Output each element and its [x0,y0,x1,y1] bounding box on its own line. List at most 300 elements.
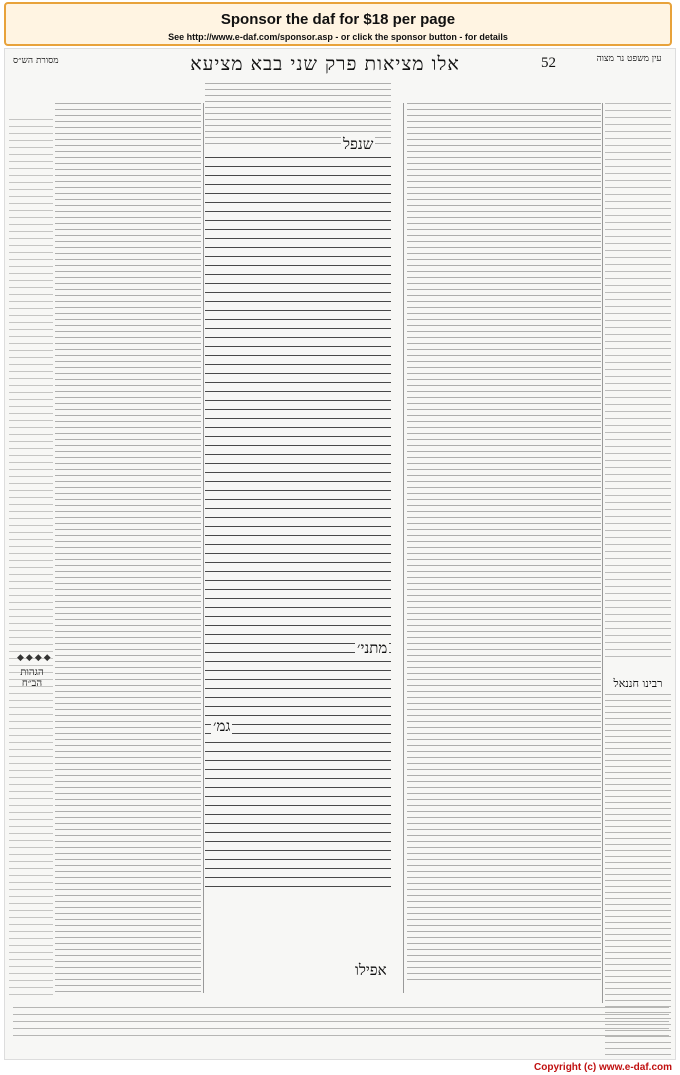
text-line [55,373,201,375]
text-line [605,892,671,894]
text-line [407,661,601,663]
text-line [605,145,671,147]
text-line [605,694,671,696]
text-line [407,427,601,429]
text-line [9,119,53,121]
text-line [605,600,671,602]
text-line [9,546,53,548]
text-line [605,1000,671,1002]
rashi-column [407,103,601,983]
text-line [55,439,201,441]
text-line [605,970,671,972]
text-line [605,138,671,140]
text-line [605,880,671,882]
text-line [205,157,391,159]
text-line [55,961,201,963]
opening-word: שנפל [343,135,374,153]
text-line [55,487,201,489]
text-line [55,247,201,249]
text-line [55,181,201,183]
text-line [55,835,201,837]
text-line [205,346,391,348]
copyright-notice: Copyright (c) www.e-daf.com [534,1062,672,1073]
text-line [205,733,391,735]
text-line [9,805,53,807]
text-line [9,497,53,499]
text-line [9,896,53,898]
text-line [55,541,201,543]
text-line [605,481,671,483]
text-line [605,772,671,774]
text-line [205,814,391,816]
text-line [407,109,601,111]
text-line [9,868,53,870]
text-line [407,271,601,273]
text-line [55,253,201,255]
text-line [9,161,53,163]
text-line [205,607,391,609]
text-line [605,766,671,768]
text-line [605,814,671,816]
text-line [55,337,201,339]
text-line [605,1054,671,1056]
text-line [55,769,201,771]
text-line [55,127,201,129]
text-line [205,625,391,627]
text-line [605,635,671,637]
text-line [205,436,391,438]
text-line [55,403,201,405]
text-line [9,560,53,562]
text-line [205,95,391,97]
text-line [605,742,671,744]
text-line [9,280,53,282]
text-line [55,391,201,393]
text-line [605,453,671,455]
text-line [407,799,601,801]
text-line [407,361,601,363]
text-line [605,964,671,966]
text-line [205,886,391,887]
text-line [55,151,201,153]
text-line [9,455,53,457]
text-line [9,448,53,450]
text-line [605,285,671,287]
text-line [605,784,671,786]
text-line [605,922,671,924]
text-line [9,154,53,156]
text-line [407,367,601,369]
text-line [55,157,201,159]
column-divider [203,103,204,993]
text-line [407,895,601,897]
text-line [407,583,601,585]
text-line [55,667,201,669]
text-line [55,139,201,141]
text-line [605,530,671,532]
text-line [55,895,201,897]
text-line [205,193,391,195]
text-line [605,928,671,930]
text-line [205,292,391,294]
text-line [9,966,53,968]
text-line [55,727,201,729]
text-line [55,385,201,387]
text-line [9,847,53,849]
ein-mishpat-label: עין משפט נר מצוה [596,54,662,64]
text-line [407,739,601,741]
text-line [205,760,391,762]
text-line [407,703,601,705]
text-line [9,217,53,219]
text-line [605,390,671,392]
page-header-title: אלו מציאות פרק שני בבא מציעא [190,53,460,75]
text-line [55,571,201,573]
text-line [407,745,601,747]
text-line [55,733,201,735]
text-line [605,862,671,864]
text-line [407,433,601,435]
sponsor-banner[interactable] [4,2,672,46]
text-line [9,511,53,513]
text-line [407,499,601,501]
text-line [605,904,671,906]
text-line [407,493,601,495]
text-line [605,502,671,504]
text-line [407,481,601,483]
text-line [407,877,601,879]
text-line [55,223,201,225]
text-line [605,131,671,133]
text-line [407,601,601,603]
text-line [9,889,53,891]
text-line [55,787,201,789]
text-line [407,151,601,153]
text-line [605,754,671,756]
text-line [605,229,671,231]
text-line [55,553,201,555]
text-line [407,181,601,183]
text-line [407,823,601,825]
text-line [407,613,601,615]
text-line [55,811,201,813]
text-line [605,572,671,574]
text-line [9,133,53,135]
text-line [55,445,201,447]
text-line [407,127,601,129]
text-line [55,715,201,717]
text-line [605,341,671,343]
text-line [55,295,201,297]
text-line [13,1021,669,1023]
text-line [605,187,671,189]
text-line [9,693,53,695]
text-line [9,427,53,429]
text-line [605,724,671,726]
text-line [605,706,671,708]
text-line [205,751,391,753]
section-word: אפילו [355,961,387,979]
text-line [55,775,201,777]
text-line [407,709,601,711]
text-line [407,373,601,375]
text-line [407,217,601,219]
sponsor-banner-subtitle[interactable]: See http://www.e-daf.com/sponsor.asp - or click the sponsor button - for details [168,32,508,42]
text-line [55,823,201,825]
text-line [205,310,391,312]
text-line [55,115,201,117]
text-line [407,973,601,975]
text-line [55,415,201,417]
text-line [605,320,671,322]
text-line [205,328,391,330]
text-line [9,343,53,345]
text-line [605,488,671,490]
text-line [55,211,201,213]
text-line [9,224,53,226]
text-line [605,988,671,990]
text-line [55,133,201,135]
text-line [55,919,201,921]
text-line [55,397,201,399]
text-line [605,614,671,616]
text-line [9,175,53,177]
text-line [407,235,601,237]
text-line [605,166,671,168]
text-line [605,411,671,413]
text-line [407,295,601,297]
text-line [9,476,53,478]
text-line [205,535,391,537]
text-line [605,432,671,434]
text-line [9,784,53,786]
text-line [9,875,53,877]
text-line [205,859,391,861]
text-line [605,994,671,996]
text-line [205,229,391,231]
text-line [55,301,201,303]
text-line [205,463,391,465]
rabbeinu-chananel-block [605,677,671,1007]
text-line [605,418,671,420]
text-line [9,714,53,716]
text-line [55,229,201,231]
text-line [605,278,671,280]
text-line [407,445,601,447]
text-line [407,415,601,417]
text-line [9,777,53,779]
text-line [205,238,391,240]
text-line [55,655,201,657]
text-line [9,756,53,758]
text-line [55,451,201,453]
text-line [205,832,391,834]
text-line [605,607,671,609]
text-line [407,829,601,831]
text-line [407,871,601,873]
text-line [605,306,671,308]
text-line [55,907,201,909]
text-line [407,385,601,387]
text-line [605,586,671,588]
text-line [407,337,601,339]
text-line [55,265,201,267]
text-line [55,277,201,279]
text-line [407,859,601,861]
text-line [13,1014,669,1016]
text-line [205,373,391,375]
text-line [9,938,53,940]
text-line [605,467,671,469]
text-line [55,691,201,693]
text-line [407,115,601,117]
text-line [605,516,671,518]
text-line [605,208,671,210]
text-line [407,505,601,507]
text-line [13,1035,669,1037]
text-line [605,838,671,840]
text-line [407,595,601,597]
text-line [205,454,391,456]
text-line [407,967,601,969]
text-line [407,397,601,399]
text-line [605,952,671,954]
text-line [407,835,601,837]
text-line [605,439,671,441]
text-line [9,609,53,611]
sponsor-banner-title[interactable]: Sponsor the daf for $18 per page [220,11,456,28]
text-line [407,553,601,555]
text-line [55,547,201,549]
text-line [55,979,201,981]
text-line [9,735,53,737]
text-line [407,205,601,207]
text-line [407,301,601,303]
text-line [9,707,53,709]
text-line [605,194,671,196]
text-line [9,294,53,296]
text-line [205,175,391,177]
text-line [205,598,391,600]
text-line [9,574,53,576]
text-line [9,350,53,352]
text-line [605,826,671,828]
text-line [9,763,53,765]
text-line [407,145,601,147]
text-line [55,985,201,987]
text-line [55,319,201,321]
text-line [407,565,601,567]
text-line [9,903,53,905]
text-line [407,223,601,225]
text-line [55,169,201,171]
text-line [205,409,391,411]
text-line [55,511,201,513]
text-line [9,539,53,541]
text-line [605,376,671,378]
text-line [407,607,601,609]
text-line [205,211,391,213]
text-line [9,399,53,401]
text-line [55,871,201,873]
text-line [9,336,53,338]
text-line [407,763,601,765]
text-line [55,433,201,435]
text-line [605,474,671,476]
text-line [55,565,201,567]
masoret-hashas-label: מסורת הש״ס [13,56,59,66]
ornament-divider: ◆◆◆◆ [17,653,53,663]
text-line [9,910,53,912]
text-line [407,403,601,405]
text-line [9,798,53,800]
text-line [205,580,391,582]
text-line [9,833,53,835]
text-line [55,457,201,459]
text-line [205,850,391,852]
text-line [9,532,53,534]
text-line [605,628,671,630]
text-line [55,409,201,411]
text-line [205,688,391,690]
text-line [55,235,201,237]
text-line [205,319,391,321]
text-line [407,775,601,777]
text-line [55,745,201,747]
text-line [407,541,601,543]
text-line [9,196,53,198]
text-line [9,441,53,443]
text-line [407,199,601,201]
text-line [205,89,391,91]
text-line [605,856,671,858]
text-line [205,301,391,303]
text-line [605,820,671,822]
text-line [605,621,671,623]
text-line [407,463,601,465]
text-line [407,535,601,537]
text-line [407,721,601,723]
text-line [407,409,601,411]
text-line [407,577,601,579]
text-line [9,469,53,471]
text-line [9,917,53,919]
text-line [9,406,53,408]
text-line [205,697,391,699]
text-line [605,730,671,732]
text-line [9,231,53,233]
text-line [205,823,391,825]
text-line [205,706,391,708]
text-line [205,337,391,339]
text-line [9,252,53,254]
text-line [605,700,671,702]
text-line [55,259,201,261]
text-line [55,589,201,591]
text-line [205,715,391,717]
text-line [9,644,53,646]
text-line [407,805,601,807]
text-line [9,210,53,212]
text-line [9,308,53,310]
text-line [407,943,601,945]
text-line [407,865,601,867]
text-line [205,364,391,366]
text-line [407,715,601,717]
text-line [407,343,601,345]
text-line [205,661,391,663]
text-line [55,271,201,273]
